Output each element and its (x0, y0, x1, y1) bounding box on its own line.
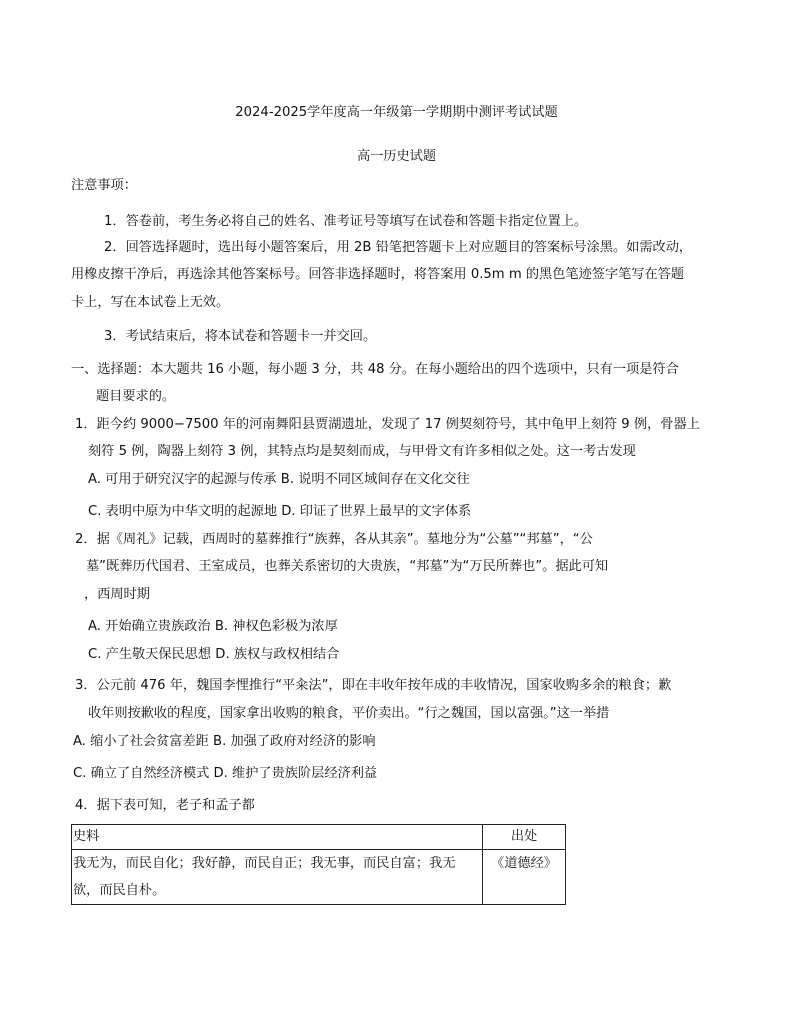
question-2-options-ab: A. 开始确立贵族政治 B. 神权色彩极为浓厚 (88, 619, 338, 634)
table-header-source-text: 史料 (72, 825, 483, 850)
question-1-line-1: 1．距今约 9000−7500 年的河南舞阳县贾湖遗址，发现了 17 例契刻符号，其中龟甲上刻符 9 例，骨器上 (75, 417, 700, 432)
question-1-options-ab: A. 可用于研究汉字的起源与传承 B. 说明不同区域间存在文化交往 (88, 472, 470, 487)
table-cell-quote (72, 850, 483, 905)
table-cell-source: 《道德经》 (483, 850, 566, 905)
question-3-line-2: 收年则按歉收的程度，国家拿出收购的粮食，平价卖出。“行之魏国，国以富强。”这一举措 (88, 706, 610, 721)
note-item-2-line-1: 2．回答选择题时，选出每小题答案后，用 2B 铅笔把答题卡上对应题目的答案标号涂黑。如需改动， (104, 240, 693, 255)
subject-title: 高一历史试题 (356, 149, 437, 164)
exam-title: 2024-2025学年度高一年级第一学期期中测评考试试题 (235, 105, 558, 120)
question-2-line-2: 墓”既葬历代国君、王室成员，也葬关系密切的大贵族，“邦墓”为“万民所葬也”。据此可知 (86, 559, 609, 574)
section-1-instructions-line-2: 题目要求的。 (96, 389, 176, 404)
quote-line-2: 欲，而民自朴。 (73, 883, 166, 898)
question-4-stem: 4．据下表可知，老子和孟子都 (75, 798, 255, 813)
table-header-row (72, 825, 566, 850)
note-item-3: 3．考试结束后，将本试卷和答题卡一并交回。 (104, 329, 377, 344)
source-table (71, 824, 566, 905)
quote-line-1: 我无为，而民自化；我好静，而民自正；我无事，而民自富；我无 (73, 856, 456, 871)
notes-heading: 注意事项： (71, 178, 137, 193)
note-item-1: 1．答卷前，考生务必将自己的姓名、准考证号等填写在试卷和答题卡指定位置上。 (104, 214, 588, 229)
question-3-line-1: 3．公元前 476 年，魏国李悝推行“平籴法”，即在丰收年按年成的丰收情况，国家收购多余的粮食；歉 (75, 678, 672, 693)
question-3-options-cd: C. 确立了自然经济模式 D. 维护了贵族阶层经济利益 (73, 766, 378, 781)
section-1-instructions-line-1: 一、选择题：本大题共 16 小题，每小题 3 分，共 48 分。在每小题给出的四个选项中，只有一项是符合 (71, 362, 679, 377)
table-header-origin: 出处 (483, 825, 566, 850)
question-1-options-cd: C. 表明中原为中华文明的起源地 D. 印证了世界上最早的文字体系 (88, 504, 472, 519)
note-item-2-line-2: 用橡皮擦干净后，再选涂其他答案标号。回答非选择题时，将答案用 0.5m m 的黑色笔迹签字笔写在答题 (71, 267, 685, 282)
question-1-line-2: 刻符 5 例，陶器上刻符 3 例，其特点均是契刻而成，与甲骨文有许多相似之处。这一考古发现 (88, 444, 636, 459)
question-3-options-ab: A. 缩小了社会贫富差距 B. 加强了政府对经济的影响 (73, 734, 376, 749)
table-row (72, 850, 566, 905)
question-2-line-3: ，西周时期 (84, 587, 150, 602)
question-2-options-cd: C. 产生敬天保民思想 D. 族权与政权相结合 (88, 647, 340, 662)
question-2-line-1: 2．据《周礼》记载，西周时的墓葬推行“族葬，各从其亲”。墓地分为“公墓”“邦墓”，“公 (75, 532, 593, 547)
note-item-2-line-3: 卡上，写在本试卷上无效。 (71, 295, 230, 310)
